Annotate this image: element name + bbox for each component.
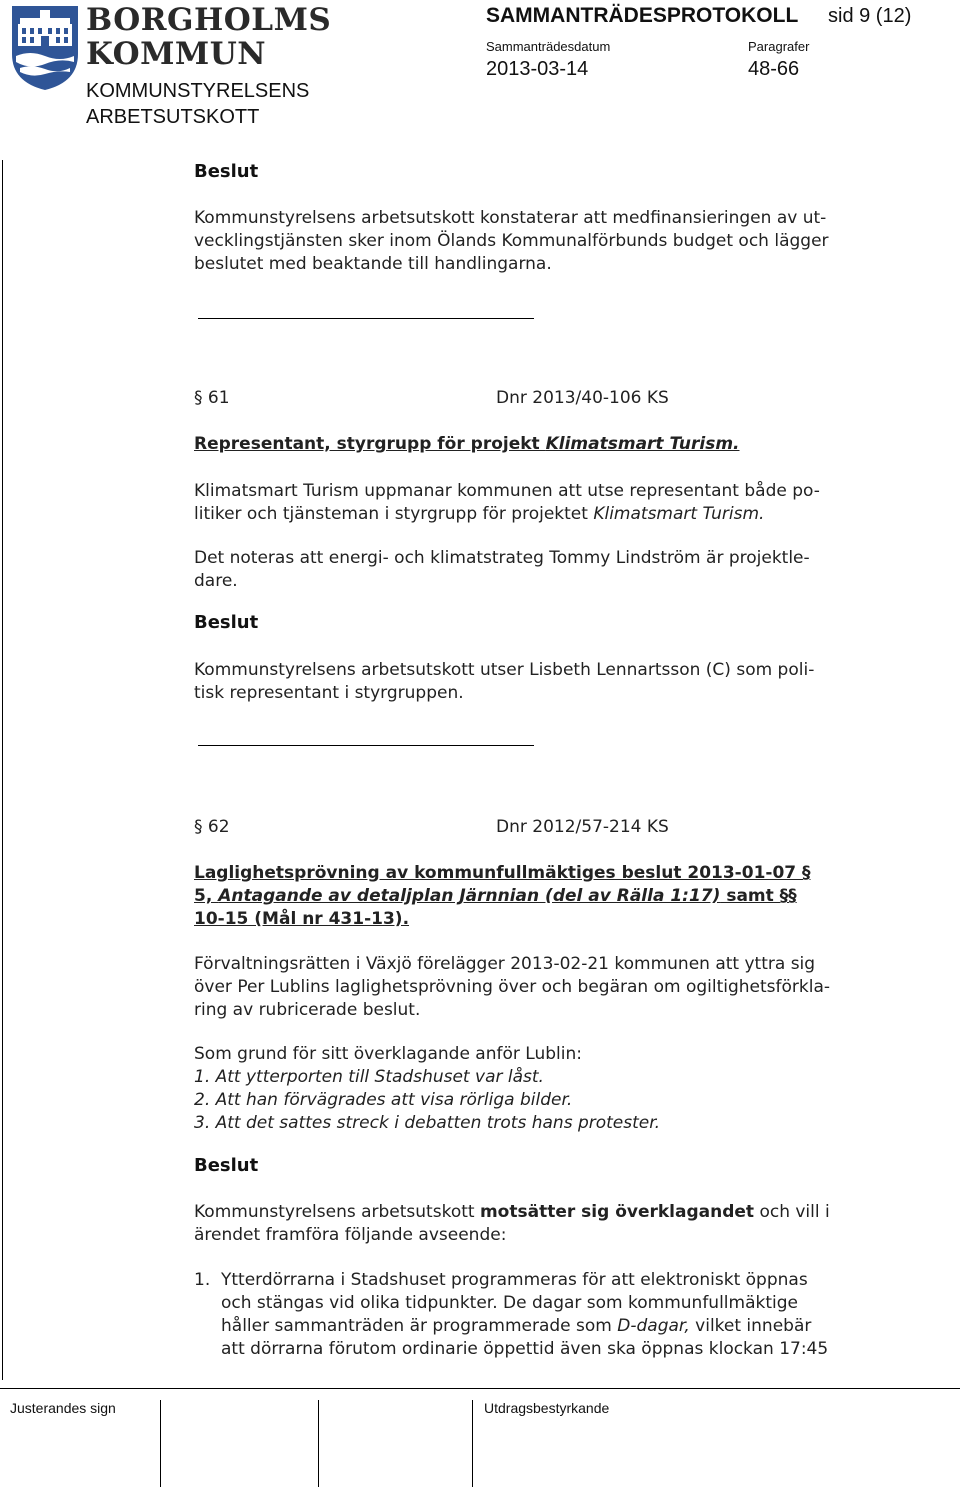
heading-span: 5, <box>194 886 219 906</box>
committee-name-line1: KOMMUNSTYRELSENS <box>86 80 310 102</box>
text-span: Kommunstyrelsens arbetsutskott <box>194 1202 480 1222</box>
grounds-intro: Som grund för sitt överklagande anför Lublin: <box>194 1044 582 1064</box>
section-61-dnr: Dnr 2013/40-106 KS <box>496 388 669 408</box>
text-line: Kommunstyrelsens arbetsutskott utser Lisbeth Lennartsson (C) som poli- <box>194 660 815 680</box>
heading-line: 10-15 (Mål nr 431-13). <box>194 909 410 929</box>
committee-name-line2: ARBETSUTSKOTT <box>86 106 260 128</box>
signature-box-divider <box>472 1400 473 1487</box>
section-61-beslut-heading: Beslut <box>194 612 259 633</box>
text-span: håller sammanträden är programmerade som <box>221 1316 618 1336</box>
section-62-beslut-heading: Beslut <box>194 1155 259 1176</box>
organization-name-line1: BORGHOLMS <box>86 2 332 38</box>
text-line: dare. <box>194 571 238 591</box>
text-line <box>194 1201 894 1224</box>
meeting-date-label: Sammanträdesdatum <box>486 39 611 54</box>
section-62-decision <box>194 1201 894 1247</box>
heading-line: Laglighetsprövning av kommunfullmäktiges beslut 2013-01-07 § <box>194 863 811 883</box>
municipality-crest-icon <box>10 4 80 92</box>
section-62-grounds <box>194 1043 894 1135</box>
paragraphs-value: 48-66 <box>748 58 800 80</box>
heading-italic: Antagande av detaljplan Järnnian (del av Rälla 1:17) <box>218 886 721 906</box>
organization-name-line2: KOMMUN <box>86 36 267 72</box>
heading-span: samt §§ <box>720 886 797 906</box>
section-62-heading <box>194 862 811 931</box>
text-span: litiker och tjänsteman i styrgrupp för projektet <box>194 504 594 524</box>
paragraphs-label: Paragrafer <box>748 39 810 54</box>
text-line: Kommunstyrelsens arbetsutskott konstaterar att medfinansieringen av ut- <box>194 208 827 228</box>
text-line: ärendet framföra följande avseende: <box>194 1225 507 1245</box>
list-item: 2. Att han förvägrades att visa rörliga bilder. <box>194 1090 573 1110</box>
intro-beslut-heading: Beslut <box>194 161 259 182</box>
section-62-dnr: Dnr 2012/57-214 KS <box>496 817 669 837</box>
heading-line <box>194 885 811 908</box>
section-separator <box>198 318 534 319</box>
text-italic: Klimatsmart Turism. <box>593 504 765 524</box>
text-span: och vill i <box>754 1202 830 1222</box>
text-line: beslutet med beaktande till handlingarna. <box>194 254 552 274</box>
section-61-paragraph-1 <box>194 480 894 526</box>
text-span: vilket innebär <box>689 1316 812 1336</box>
list-item: 1. Att ytterporten till Stadshuset var låst. <box>194 1067 544 1087</box>
text-line <box>221 1315 901 1338</box>
extract-certification-label: Utdragsbestyrkande <box>484 1400 610 1416</box>
text-line: Ytterdörrarna i Stadshuset programmeras för att elektroniskt öppnas <box>221 1270 808 1290</box>
section-separator <box>198 745 534 746</box>
margin-rule <box>2 160 3 1380</box>
footer-rule <box>0 1388 960 1389</box>
text-line: över Per Lublins laglighetsprövning över och begäran om ogiltighetsförkla- <box>194 977 831 997</box>
text-bold: motsätter sig överklagandet <box>479 1202 755 1222</box>
intro-paragraph <box>194 207 894 276</box>
text-line: tisk representant i styrgruppen. <box>194 683 464 703</box>
text-line: och stängas vid olika tidpunkter. De dagar som kommunfullmäktige <box>221 1293 798 1313</box>
section-62-number: § 62 <box>194 817 230 837</box>
signature-box-divider <box>160 1400 161 1487</box>
text-line: att dörrarna förutom ordinarie öppettid även ska öppnas klockan 17:45 <box>221 1339 829 1359</box>
section-61-number: § 61 <box>194 388 230 408</box>
text-line <box>194 503 894 526</box>
document-title: SAMMANTRÄDESPROTOKOLL <box>486 4 799 27</box>
section-61-decision <box>194 659 894 705</box>
section-61-paragraph-2 <box>194 547 894 593</box>
page-number: sid 9 (12) <box>828 5 912 27</box>
consideration-number: 1. <box>194 1270 211 1290</box>
consideration-text <box>221 1269 901 1361</box>
section-62-paragraph-1 <box>194 953 894 1022</box>
text-line: Det noteras att energi- och klimatstrateg Tommy Lindström är projektle- <box>194 548 810 568</box>
section-61-heading <box>194 434 740 454</box>
meeting-date-value: 2013-03-14 <box>486 58 589 80</box>
text-line: Förvaltningsrätten i Växjö förelägger 2013-02-21 kommunen att yttra sig <box>194 954 816 974</box>
text-line: Klimatsmart Turism uppmanar kommunen att utse representant både po- <box>194 481 820 501</box>
heading-text: Representant, styrgrupp för projekt <box>194 434 546 454</box>
text-line: vecklingstjänsten sker inom Ölands Kommunalförbunds budget och lägger <box>194 231 829 251</box>
text-italic: D-dagar, <box>617 1316 690 1336</box>
list-item: 3. Att det sattes streck i debatten trots hans protester. <box>194 1113 661 1133</box>
signature-box-divider <box>318 1400 319 1487</box>
heading-italic: Klimatsmart Turism. <box>545 434 740 454</box>
signature-label: Justerandes sign <box>10 1400 116 1416</box>
text-line: ring av rubricerade beslut. <box>194 1000 421 1020</box>
